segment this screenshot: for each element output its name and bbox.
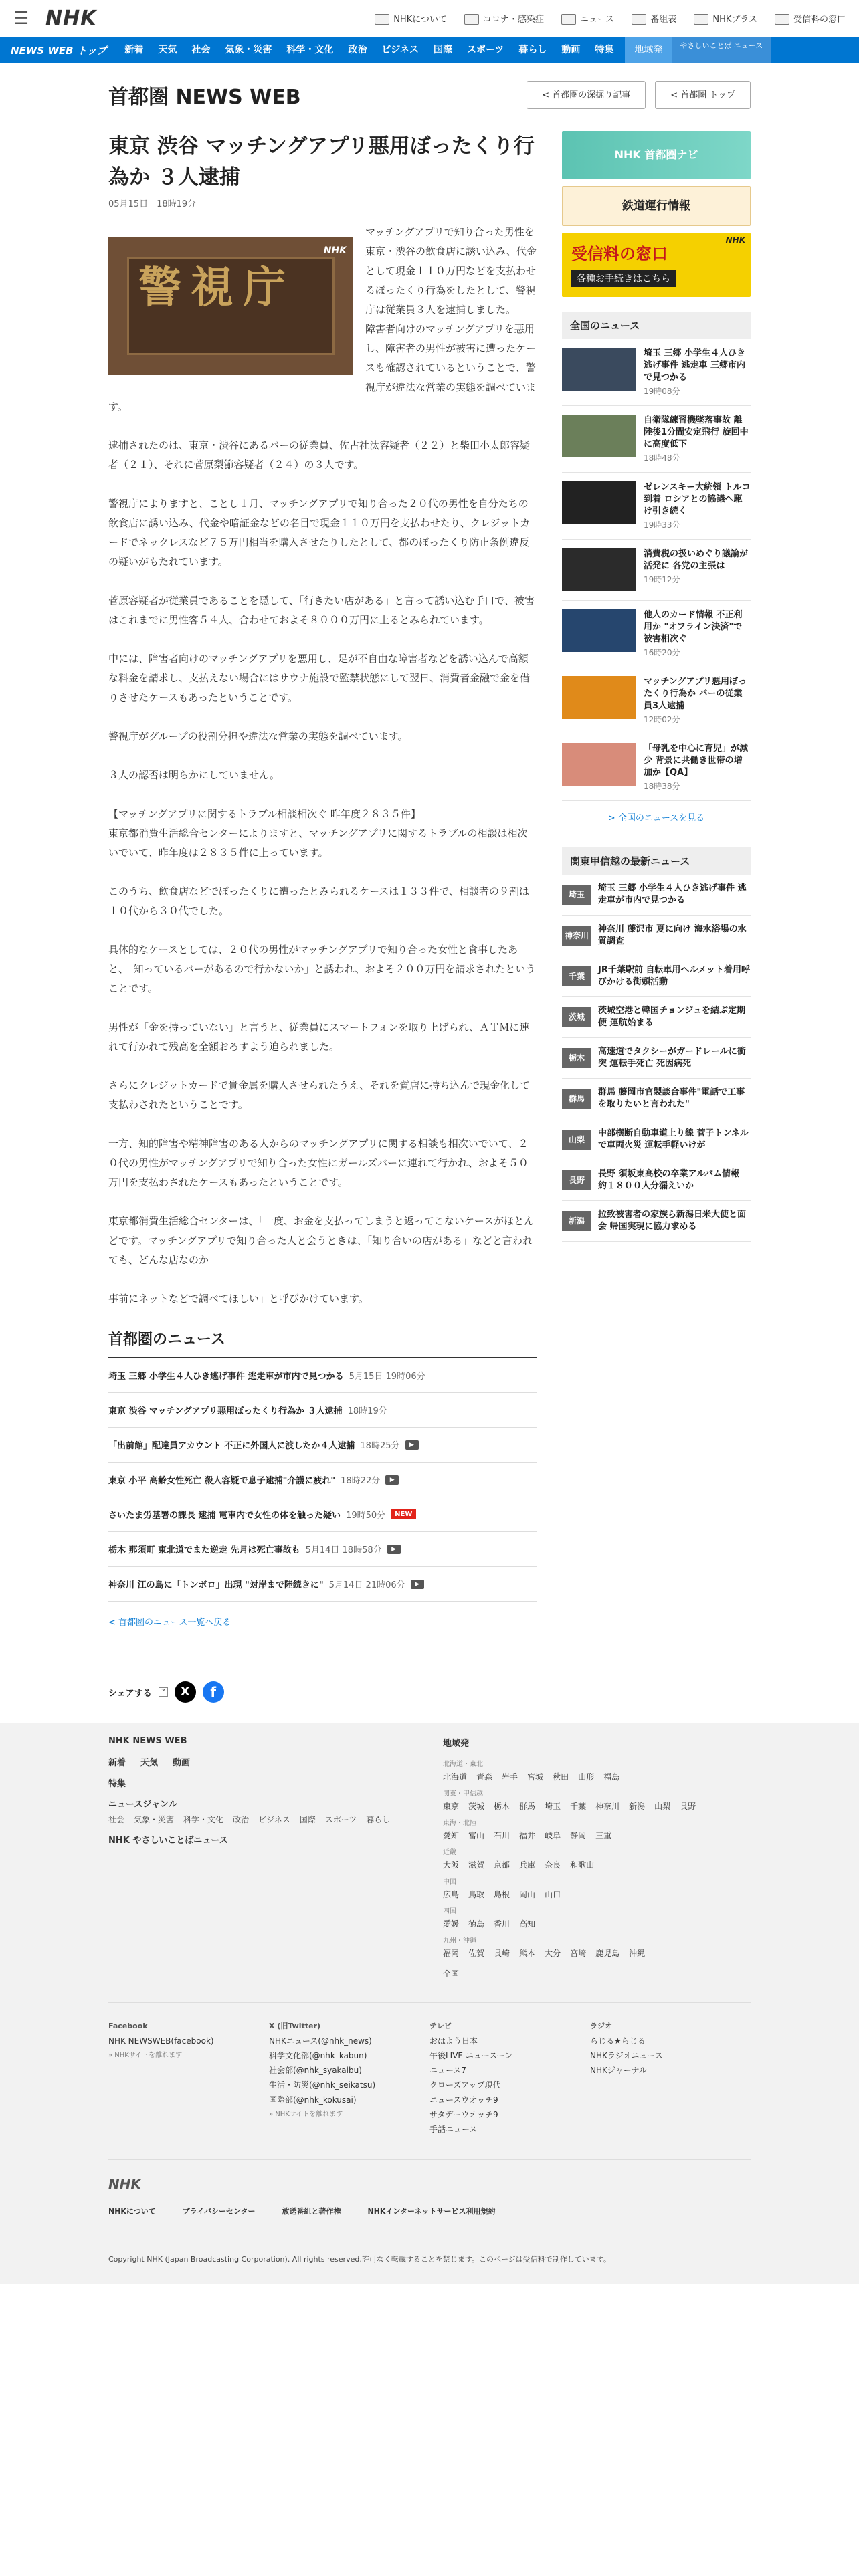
- footer-copyright-link[interactable]: 放送番組と著作権: [282, 2207, 341, 2216]
- global-nav: [0, 37, 859, 63]
- footer-genre-link[interactable]: 気象・災害: [134, 1815, 175, 1824]
- footer-social-link[interactable]: クローズアップ現代: [430, 2080, 501, 2090]
- footer-pref-link[interactable]: 徳島: [468, 1919, 485, 1929]
- facebook-share-icon[interactable]: f: [203, 1681, 224, 1703]
- news-row[interactable]: 「出前館」配達員アカウント 不正に外国人に渡したか４人逮捕 18時25分 ▶: [108, 1428, 537, 1463]
- footer-social-column: [590, 2019, 751, 2137]
- footer-pref-link[interactable]: 山形: [578, 1772, 595, 1782]
- footer-area-label: 北海道・東北: [443, 1761, 483, 1768]
- news-row[interactable]: 東京 渋谷 マッチングアプリ悪用ぼったくり行為か ３人逮捕 18時19分: [108, 1393, 537, 1428]
- article-image: [108, 237, 353, 375]
- share-label: シェアする: [108, 1688, 152, 1699]
- footer-social-link[interactable]: らじる★らじる: [590, 2036, 646, 2046]
- site-header: [0, 0, 859, 37]
- national-news-item[interactable]: 埼玉 三郷 小学生４人ひき逃げ事件 逃走車 三郷市内で見つかる 19時08分: [562, 339, 751, 406]
- nav-politics[interactable]: 政治: [348, 45, 367, 56]
- footer-privacy-link[interactable]: プライバシーセンター: [182, 2207, 256, 2216]
- national-news-item[interactable]: マッチングアプリ悪用ぼったくり行為か バーの従業員3人逮捕 12時02分: [562, 667, 751, 734]
- kanto-news-list: [562, 875, 751, 1242]
- tv-icon: [561, 14, 576, 25]
- article-paragraph: 中には、障害者向けのマッチングアプリを悪用し、足が不自由な障害者などを誘い込んで高額な料金を請求し、支払えない場合にはサウナ施設で監禁状態にして翌日、消費者金融で金を借りさせたケースもあったということです。: [108, 653, 531, 704]
- nav-science[interactable]: 科学・文化: [286, 45, 334, 56]
- footer-social-link[interactable]: NHK NEWSWEB(facebook): [108, 2036, 214, 2046]
- footer-pref-link[interactable]: 鳥取: [468, 1890, 485, 1899]
- page-title: 首都圏 NEWS WEB: [108, 86, 301, 109]
- kanto-news-item[interactable]: 神奈川 神奈川 藤沢市 夏に向け 海水浴場の水質調査: [562, 916, 751, 956]
- footer-pref-link[interactable]: 高知: [519, 1919, 536, 1929]
- news-row[interactable]: 埼玉 三郷 小学生４人ひき逃げ事件 逃走車が市内で見つかる 5月15日 19時06分: [108, 1358, 537, 1393]
- footer-area-label: 四国: [443, 1908, 456, 1915]
- footer-social-column: [430, 2019, 590, 2137]
- page-wrap: [108, 79, 751, 1703]
- footer-bottom: [108, 2159, 751, 2264]
- footer-social-link[interactable]: おはよう日本: [430, 2036, 478, 2046]
- pref-tag: 栃木: [562, 1048, 591, 1068]
- footer-genre-link[interactable]: 国際: [299, 1815, 316, 1824]
- footer-easy-news-link[interactable]: NHK やさしいことばニュース: [108, 1836, 228, 1846]
- footer-pref-link[interactable]: 群馬: [519, 1802, 536, 1811]
- footer-pref-link[interactable]: 栃木: [494, 1802, 510, 1811]
- footer-pref-row: [443, 1771, 696, 1782]
- footer-social-link[interactable]: 科学文化部(@nhk_kabun): [269, 2051, 367, 2060]
- help-icon[interactable]: ?: [159, 1687, 168, 1697]
- nhk-logo: NHK: [725, 235, 745, 245]
- external-site-note: » NHKサイトを離れます: [108, 2052, 183, 2059]
- footer-social-link[interactable]: ニュース7: [430, 2066, 467, 2075]
- footer-genres: [108, 1814, 403, 1825]
- national-news-list: [562, 339, 751, 801]
- footer-pref-link[interactable]: 新潟: [629, 1802, 646, 1811]
- footer-social-link[interactable]: 社会部(@nhk_syakaibu): [269, 2066, 362, 2075]
- kanto-news-item[interactable]: 山梨 中部横断自動車道上り線 菅子トンネルで車両火災 運転手軽いけが: [562, 1119, 751, 1160]
- header-link-corona[interactable]: コロナ・感染症: [464, 12, 544, 25]
- footer-pref-link[interactable]: 長野: [680, 1802, 696, 1811]
- back-to-list-link[interactable]: < 首都圏のニュース一覧へ戻る: [108, 1618, 231, 1628]
- footer-region: 地域発 北海道・東北 北海道 青森 岩手 宮城 秋田 山形 福島 関東・甲信越 東京 茨城 栃木 群馬 埼玉 千葉 神奈川 新潟 山梨 長野 東海・北陸 愛知 富山 石川 福井 岐阜 静岡 三重 近畿 大阪 滋賀 京都 兵庫 奈良 和歌山 中国 広島 鳥取 島根 岡山 山口 四国 愛媛 徳島 香川 高知 九州・沖縄 福岡 佐賀 長崎 熊本 大分 宮崎 鹿児島 沖縄 全国: [443, 1739, 696, 1979]
- footer-social-heading: X (旧Twitter): [269, 2022, 320, 2030]
- pref-tag: 新潟: [562, 1211, 591, 1231]
- image-watermark: NHK: [323, 245, 347, 256]
- nav-top[interactable]: NEWS WEB トップ: [11, 44, 107, 57]
- footer-pref-link[interactable]: 茨城: [468, 1802, 485, 1811]
- national-news-item[interactable]: 他人のカード情報 不正利用か "オフライン決済"で被害相次ぐ 16時20分: [562, 601, 751, 667]
- news-thumbnail: [562, 548, 636, 591]
- footer-pref-link[interactable]: 長崎: [494, 1949, 510, 1958]
- main-column: [108, 131, 537, 1703]
- footer-pref-link[interactable]: 山梨: [654, 1802, 671, 1811]
- tv-icon: [375, 14, 389, 25]
- tv-icon: [775, 14, 789, 25]
- footer-pref-row: [443, 1918, 696, 1929]
- deep-dive-button[interactable]: < 首都圏の深掘り記事: [527, 81, 646, 109]
- footer-link-video[interactable]: 動画: [173, 1758, 191, 1768]
- banner-shutoken-navi[interactable]: NHK 首都圏ナビ: [562, 131, 751, 179]
- footer-pref-link[interactable]: 大阪: [443, 1860, 460, 1870]
- footer-area-label: 近畿: [443, 1849, 456, 1856]
- footer-genre-link[interactable]: ビジネス: [258, 1815, 290, 1824]
- header-link-program[interactable]: 番組表: [632, 12, 676, 25]
- news-thumbnail: [562, 481, 636, 524]
- footer-genre-label: ニュースジャンル: [108, 1800, 177, 1810]
- national-more-link[interactable]: > 全国のニュースを見る: [607, 813, 705, 823]
- footer-pref-row: [443, 1947, 696, 1959]
- footer-pref-link[interactable]: 和歌山: [570, 1860, 595, 1870]
- article-paragraph: 警視庁がグループの役割分担や違法な営業の実態を調べています。: [108, 730, 408, 742]
- national-news-item[interactable]: 消費税の扱いめぐり議論が活発に 各党の主張は 19時12分: [562, 540, 751, 601]
- video-icon: ▶: [405, 1440, 419, 1450]
- nhk-footer-logo[interactable]: NHK: [108, 2176, 141, 2192]
- footer-pref-link[interactable]: 北海道: [443, 1772, 468, 1782]
- footer-social-link[interactable]: NHKラジオニュース: [590, 2051, 663, 2060]
- nav-life[interactable]: 暮らし: [518, 45, 547, 56]
- pref-tag: 茨城: [562, 1007, 591, 1027]
- news-row[interactable]: さいたま労基署の課長 逮捕 電車内で女性の体を触った疑い 19時50分 NEW: [108, 1497, 537, 1532]
- article-paragraph: 具体的なケースとしては、２０代の男性がマッチングアプリで知り合った女性と食事したあと、「知っているバーがあるので行かないか」と誘われ、およそ２００万円を請求されたということです。: [108, 944, 536, 994]
- news-thumbnail: [562, 676, 636, 719]
- police-plaque: 警視庁: [127, 257, 335, 355]
- nav-easy-news[interactable]: やさしいことば ニュース: [672, 37, 771, 63]
- article-paragraph: 【マッチングアプリに関するトラブル相談相次ぐ 昨年度２８３５件】 東京都消費生活総合センターによりますと、マッチングアプリに関するトラブルの相談は相次いでいて、昨年度は２８３５件に上っています。: [108, 808, 528, 859]
- footer-area-label: 関東・甲信越: [443, 1790, 483, 1798]
- footer-genre-link[interactable]: 社会: [108, 1815, 125, 1824]
- article-paragraph: 事前にネットなどで調べてほしい」と呼びかけています。: [108, 1293, 369, 1305]
- footer-pref-link[interactable]: 静岡: [570, 1831, 587, 1840]
- footer-pref-link[interactable]: 京都: [494, 1860, 510, 1870]
- footer-pref-link[interactable]: 石川: [494, 1831, 510, 1840]
- kanto-news-item[interactable]: 新潟 拉致被害者の家族ら新潟日米大使と面会 帰国実現に協力求める: [562, 1201, 751, 1242]
- footer-area-label: 中国: [443, 1879, 456, 1886]
- national-news-item[interactable]: 自衛隊練習機墜落事故 離陸後1分間安定飛行 旋回中に高度低下 18時48分: [562, 406, 751, 473]
- news-thumbnail: [562, 609, 636, 652]
- footer-pref-link[interactable]: 福島: [603, 1772, 620, 1782]
- article-title: 東京 渋谷 マッチングアプリ悪用ぼったくり行為か ３人逮捕: [108, 134, 535, 189]
- region-news-list: [108, 1358, 537, 1602]
- footer-social-heading: テレビ: [430, 2022, 452, 2030]
- pref-tag: 神奈川: [562, 926, 591, 946]
- article-paragraph: 逮捕されたのは、東京・渋谷にあるバーの従業員、佐古社汰容疑者（２２）と柴田小太郎容疑者（２１）、それに菅原梨節容疑者（２４）の３人です。: [108, 439, 531, 471]
- footer-about-link[interactable]: NHKについて: [108, 2207, 156, 2216]
- pref-tag: 長野: [562, 1170, 591, 1190]
- footer-pref-link[interactable]: 佐賀: [468, 1949, 485, 1958]
- article-paragraph: 一方、知的障害や精神障害のある人からのマッチングアプリに関する相談も相次いでいて、２０代の男性がマッチングアプリで知り合った女性にガールズバーに連れて行かれ、およそ５０万円を支払わされたケースもあったということです。: [108, 1138, 529, 1188]
- news-thumbnail: [562, 415, 636, 457]
- video-icon: ▶: [411, 1580, 424, 1589]
- article-paragraph: このうち、飲食店などでぼったくりに遭ったとみられるケースは１３３件で、相談者の９割は１０代から３０代でした。: [108, 885, 529, 917]
- article-paragraph: 菅原容疑者が従業員であることを隠して、「行きたい店がある」と言って誘い込む手口で、被害はこれまでに男性客５４人、合わせておよそ８０００万円に上るとみられています。: [108, 595, 535, 626]
- footer-pref-link[interactable]: 奈良: [545, 1860, 561, 1870]
- kanto-news-item[interactable]: 茨城 茨城空港と韓国チョンジュを結ぶ定期便 運航始まる: [562, 997, 751, 1038]
- kanto-news-item[interactable]: 長野 長野 須坂東高校の卒業アルバム情報 約１８００人分漏えいか: [562, 1160, 751, 1201]
- nav-weather[interactable]: 天気: [158, 45, 177, 56]
- tv-icon: [632, 14, 646, 25]
- footer-pref-link[interactable]: 愛知: [443, 1831, 460, 1840]
- nav-society[interactable]: 社会: [191, 45, 211, 56]
- pref-tag: 山梨: [562, 1130, 591, 1150]
- footer-pref-row: [443, 1889, 696, 1900]
- article-paragraph: マッチングアプリで知り合った男性を東京・渋谷の飲食店に誘い込み、代金として現金１１０万円などを支払わせるぼったくり行為をしたとして、警視庁は従業員３人を逮捕しました。 障害者向けのマッチングアプリを悪用し、障害者の男性が被害に遭ったケースも確認されているということで、警視庁が違法な営業の実態を調べています。: [108, 226, 537, 413]
- footer-genre-link[interactable]: スポーツ: [324, 1815, 357, 1824]
- external-site-note: » NHKサイトを離れます: [269, 2111, 343, 2118]
- news-thumbnail: [562, 348, 636, 391]
- nav-special[interactable]: 特集: [595, 45, 614, 56]
- site-footer: [0, 1723, 859, 2284]
- nav-new[interactable]: 新着: [124, 45, 144, 56]
- footer-pref-link[interactable]: 宮崎: [570, 1949, 587, 1958]
- footer-genre-link[interactable]: 科学・文化: [183, 1815, 224, 1824]
- article-date: 05月15日 18時19分: [108, 199, 197, 209]
- nav-region[interactable]: 地域発: [625, 37, 672, 63]
- title-buttons: [527, 81, 751, 109]
- footer-link-weather[interactable]: 天気: [140, 1758, 159, 1768]
- tv-icon: [464, 14, 479, 25]
- nav-international[interactable]: 国際: [433, 45, 452, 56]
- footer-pref-link[interactable]: 千葉: [570, 1802, 587, 1811]
- footer-pref-link[interactable]: 富山: [468, 1831, 485, 1840]
- footer-pref-link[interactable]: 福井: [519, 1831, 536, 1840]
- news-row[interactable]: 東京 小平 高齢女性死亡 殺人容疑で息子逮捕"介護に疲れ" 18時22分 ▶: [108, 1463, 537, 1497]
- kanto-news-item[interactable]: 埼玉 埼玉 三郷 小学生４人ひき逃げ事件 逃走車が市内で見つかる: [562, 875, 751, 916]
- footer-link-new[interactable]: 新着: [108, 1758, 126, 1768]
- footer-pref-link[interactable]: 全国: [443, 1969, 460, 1979]
- footer-social-column: [108, 2019, 269, 2137]
- news-thumbnail: [562, 743, 636, 786]
- news-row[interactable]: 神奈川 江の島に「トンボロ」出現 "対岸まで陸続きに" 5月14日 21時06分 ▶: [108, 1567, 537, 1602]
- footer-area-label: 東海・北陸: [443, 1820, 476, 1827]
- new-badge: NEW: [391, 1509, 416, 1519]
- nav-disaster[interactable]: 気象・災害: [225, 45, 272, 56]
- article-paragraph: 男性が「金を持っていない」と言うと、従業員にスマートフォンを取り上げられ、ＡＴＭに連れて行かれて残高を全額おろすよう迫られました。: [108, 1021, 530, 1053]
- banner-fee-window[interactable]: 受信料の窓口 各種お手続きはこちら NHK: [562, 233, 751, 297]
- footer-social-link[interactable]: 手話ニュース: [430, 2125, 478, 2134]
- share-bar: [108, 1681, 537, 1703]
- article-body: [108, 209, 537, 1309]
- footer-pref-link[interactable]: 鹿児島: [595, 1949, 620, 1958]
- news-row[interactable]: 栃木 那須町 東北道でまた逆走 先月は死亡事故も 5月14日 18時58分 ▶: [108, 1532, 537, 1567]
- tv-icon: [694, 14, 708, 25]
- kanto-news-item[interactable]: 千葉 JR千葉駅前 自転車用ヘルメット着用呼びかける街頭活動: [562, 956, 751, 997]
- footer-social-link[interactable]: サタデーウオッチ9: [430, 2110, 498, 2119]
- kanto-news-item[interactable]: 群馬 群馬 藤岡市官製談合事件"電話で工事を取りたいと言われた": [562, 1079, 751, 1119]
- footer-genre-link[interactable]: 暮らし: [366, 1815, 391, 1824]
- national-news-item[interactable]: 「母乳を中心に育児」が減少 背景に共働き世帯の増加か【QA】 18時38分: [562, 734, 751, 801]
- footer-pref-link[interactable]: 大分: [545, 1949, 561, 1958]
- footer-pref-link[interactable]: 香川: [494, 1919, 510, 1929]
- footer-social: [108, 2002, 751, 2137]
- article-paragraph: ３人の認否は明らかにしていません。: [108, 769, 280, 781]
- kanto-news-heading: 関東甲信越の最新ニュース: [562, 847, 751, 875]
- footer-social-link[interactable]: 生活・防災(@nhk_seikatsu): [269, 2080, 376, 2090]
- header-link-news[interactable]: ニュース: [561, 12, 614, 25]
- footer-social-link[interactable]: NHKニュース(@nhk_news): [269, 2036, 372, 2046]
- nav-video[interactable]: 動画: [561, 45, 581, 56]
- footer-pref-link[interactable]: 岐阜: [545, 1831, 561, 1840]
- footer-pref-link[interactable]: 三重: [595, 1831, 612, 1840]
- header-link-plus[interactable]: NHKプラス: [694, 12, 757, 25]
- header-link-fee[interactable]: 受信料の窓口: [775, 12, 846, 25]
- footer-social-link[interactable]: ニュースウオッチ9: [430, 2095, 498, 2105]
- pref-tag: 群馬: [562, 1089, 591, 1109]
- kanto-news-item[interactable]: 栃木 高速道でタクシーがガードレールに衝突 運転手死亡 死因病死: [562, 1038, 751, 1079]
- nhk-logo[interactable]: NHK: [45, 7, 97, 30]
- footer-social-heading: Facebook: [108, 2022, 148, 2030]
- header-link-about[interactable]: NHKについて: [375, 12, 447, 25]
- copyright-text: Copyright NHK (Japan Broadcasting Corporation). All rights reserved.許可なく転載することを禁じます。このページは受信料で制作しています。: [108, 2255, 611, 2264]
- article-paragraph: さらにクレジットカードで貴金属を購入させられたうえ、それを質店に持ち込んで現金化して支払わされたということです。: [108, 1079, 531, 1111]
- article-paragraph: 東京都消費生活総合センターは、「一度、お金を支払ってしまうと返ってこないケースがほとんどです。マッチングアプリで知り合った人と会うときは、「知り合いの店がある」などと言われても、どんな店なのか: [108, 1215, 535, 1266]
- footer-area-list: [443, 1758, 696, 1959]
- national-news-item[interactable]: ゼレンスキー大統領 トルコ到着 ロシアとの協議へ駆け引き続く 19時33分: [562, 473, 751, 540]
- footer-pref-row: [443, 1830, 696, 1841]
- pref-tag: 千葉: [562, 966, 591, 986]
- footer-terms-link[interactable]: NHKインターネットサービス利用規約: [367, 2207, 496, 2216]
- footer-link-special[interactable]: 特集: [108, 1779, 126, 1789]
- video-icon: ▶: [387, 1545, 401, 1554]
- footer-pref-link[interactable]: 埼玉: [545, 1802, 561, 1811]
- x-share-icon[interactable]: X: [175, 1681, 196, 1703]
- footer-genre-link[interactable]: 政治: [233, 1815, 250, 1824]
- pref-tag: 埼玉: [562, 885, 591, 905]
- banner-rail-info[interactable]: 鉄道運行情報: [562, 186, 751, 226]
- sidebar: [562, 131, 751, 1703]
- video-icon: ▶: [385, 1475, 399, 1485]
- footer-brand[interactable]: NHK NEWS WEB: [108, 1736, 187, 1746]
- footer-pref-link[interactable]: 岩手: [502, 1772, 518, 1782]
- footer-pref-link[interactable]: 山口: [545, 1890, 561, 1899]
- region-top-button[interactable]: < 首都圏 トップ: [655, 81, 751, 109]
- footer-area-label: 九州・沖縄: [443, 1937, 476, 1945]
- footer-pref-link[interactable]: 岡山: [519, 1890, 536, 1899]
- footer-pref-link[interactable]: 広島: [443, 1890, 460, 1899]
- footer-social-link[interactable]: 国際部(@nhk_kokusai): [269, 2095, 357, 2105]
- footer-pref-link[interactable]: 東京: [443, 1802, 460, 1811]
- footer-pref-link[interactable]: 福岡: [443, 1949, 460, 1958]
- footer-pref-link[interactable]: 宮城: [527, 1772, 544, 1782]
- footer-social-heading: ラジオ: [590, 2022, 612, 2030]
- footer-pref-link[interactable]: 沖縄: [629, 1949, 646, 1958]
- footer-social-link[interactable]: 午後LIVE ニュースーン: [430, 2051, 513, 2060]
- footer-pref-link[interactable]: 熊本: [519, 1949, 536, 1958]
- national-news-heading: 全国のニュース: [562, 312, 751, 339]
- nav-sports[interactable]: スポーツ: [466, 45, 504, 56]
- menu-icon[interactable]: ☰: [13, 8, 29, 29]
- footer-pref-link[interactable]: 神奈川: [595, 1802, 620, 1811]
- footer-pref-link[interactable]: 兵庫: [519, 1860, 536, 1870]
- footer-pref-link[interactable]: 秋田: [553, 1772, 569, 1782]
- footer-pref-link[interactable]: 滋賀: [468, 1860, 485, 1870]
- section-titlebar: [108, 79, 751, 111]
- footer-pref-link[interactable]: 愛媛: [443, 1919, 460, 1929]
- region-news-heading: 首都圏のニュース: [108, 1328, 537, 1358]
- article-paragraph: 警視庁によりますと、ことし１月、マッチングアプリで知り合った２０代の男性を自分たちの飲食店に誘い込み、代金や暗証金などの名目で現金１１０万円を支払わせたり、クレジットカードでネックレスなど７５万円相当を購入させたりしたとして、都のぼったくり防止条例違反の疑いがもたれています。: [108, 498, 531, 568]
- footer-social-column: [269, 2019, 430, 2137]
- header-links: [375, 12, 846, 25]
- content-columns: [108, 131, 751, 1703]
- footer-pref-row: [443, 1859, 696, 1870]
- footer-social-link[interactable]: NHKジャーナル: [590, 2066, 648, 2075]
- nav-business[interactable]: ビジネス: [381, 45, 419, 56]
- footer-pref-row: [443, 1800, 696, 1812]
- footer-pref-link[interactable]: 青森: [476, 1772, 493, 1782]
- footer-pref-link[interactable]: 島根: [494, 1890, 510, 1899]
